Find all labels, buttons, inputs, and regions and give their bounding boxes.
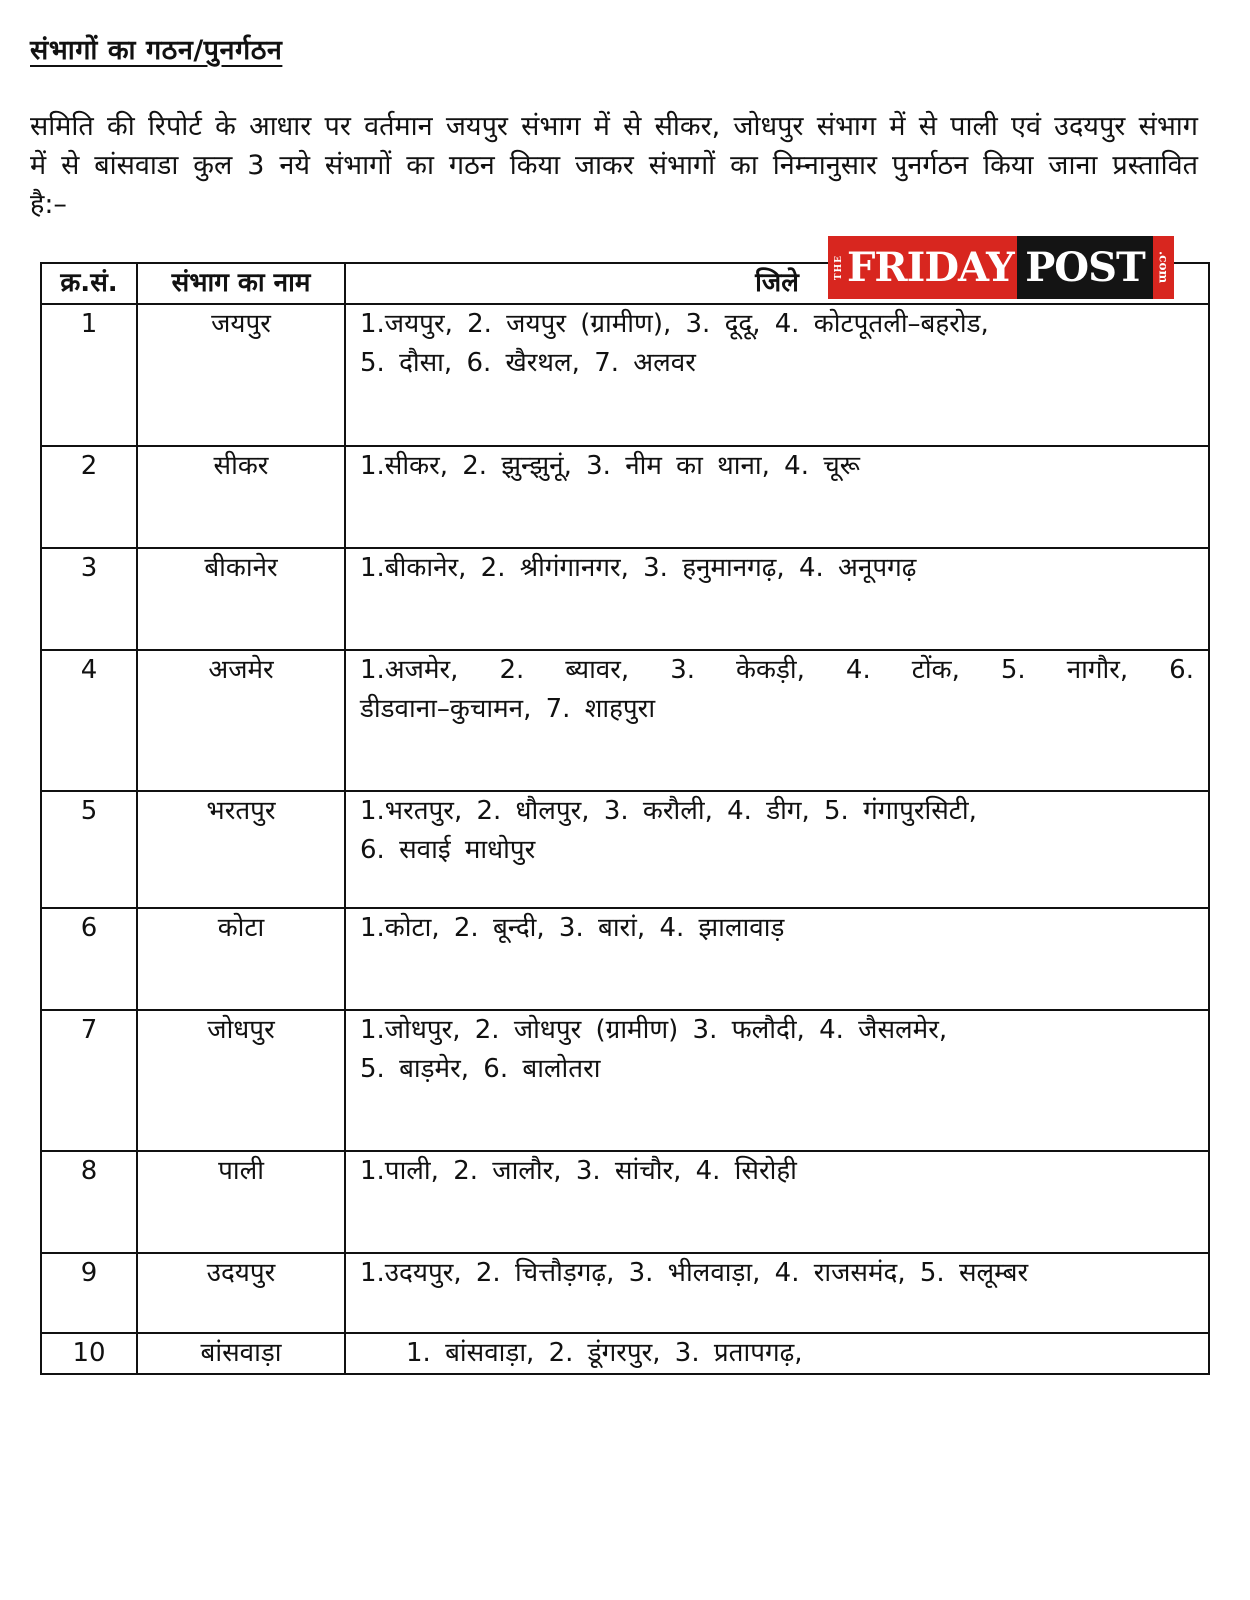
intro-paragraph: समिति की रिपोर्ट के आधार पर वर्तमान जयपुर संभाग में से सीकर, जोधपुर संभाग में से पाली एवं उदयपुर संभाग में से बांसवाडा कुल 3 नये संभागों का गठन किया जाकर संभागों का निम्नानुसार पुनर्गठन किया जाना प्रस्तावित है:– xyxy=(30,111,1198,220)
district-list xyxy=(345,1333,1209,1374)
friday-post-logo xyxy=(828,236,1174,299)
district-line: 1.बीकानेर, 2. श्रीगंगानगर, 3. हनुमानगढ़, 4. अनूपगढ़ xyxy=(360,553,917,583)
district-line: 1.अजमेर, 2. ब्यावर, 3. केकड़ी, 4. टोंक, 5. नागौर, 6. xyxy=(360,655,1194,685)
division-name: उदयपुर xyxy=(137,1253,345,1333)
district-line: 5. बाड़मेर, 6. बालोतरा xyxy=(360,1054,601,1084)
table-row xyxy=(41,791,1209,908)
district-line: 1.जयपुर, 2. जयपुर (ग्रामीण), 3. दूदू, 4. कोटपूतली–बहरोड, xyxy=(360,309,989,339)
district-line: 1. बांसवाड़ा, 2. डूंगरपुर, 3. प्रतापगढ़, xyxy=(406,1338,803,1368)
district-line: 1.जोधपुर, 2. जोधपुर (ग्रामीण) 3. फलौदी, 4. जैसलमेर, xyxy=(360,1015,948,1045)
row-number: 4 xyxy=(41,650,137,791)
table-row xyxy=(41,548,1209,650)
division-name: बांसवाड़ा xyxy=(137,1333,345,1374)
table-row xyxy=(41,1010,1209,1151)
divisions-table xyxy=(40,262,1210,1375)
logo-red-block xyxy=(828,236,1017,299)
row-number: 7 xyxy=(41,1010,137,1151)
district-line: 1.पाली, 2. जालौर, 3. सांचौर, 4. सिरोही xyxy=(360,1156,797,1186)
division-name: पाली xyxy=(137,1151,345,1253)
district-list xyxy=(345,1253,1209,1333)
table-row xyxy=(41,908,1209,1010)
district-line: 6. सवाई माधोपुर xyxy=(360,835,536,865)
row-number: 1 xyxy=(41,304,137,446)
row-number: 6 xyxy=(41,908,137,1010)
division-name: जयपुर xyxy=(137,304,345,446)
district-list xyxy=(345,1151,1209,1253)
district-list xyxy=(345,908,1209,1010)
header-districts: जिले xyxy=(345,263,1209,304)
table-row xyxy=(41,1333,1209,1374)
logo-the-text: THE xyxy=(834,254,844,281)
row-number: 3 xyxy=(41,548,137,650)
table-row xyxy=(41,1253,1209,1333)
table-row xyxy=(41,446,1209,548)
division-name: अजमेर xyxy=(137,650,345,791)
page-heading: संभागों का गठन/पुनर्गठन xyxy=(30,35,283,66)
header-serial-number: क्र.सं. xyxy=(41,263,137,304)
district-list xyxy=(345,1010,1209,1151)
header-division-name: संभाग का नाम xyxy=(137,263,345,304)
district-list xyxy=(345,446,1209,548)
district-line: 1.कोटा, 2. बून्दी, 3. बारां, 4. झालावाड़ xyxy=(360,913,785,943)
division-name: कोटा xyxy=(137,908,345,1010)
division-name: सीकर xyxy=(137,446,345,548)
district-line: 1.उदयपुर, 2. चित्तौड़गढ़, 3. भीलवाड़ा, 4. राजसमंद, 5. सलूम्बर xyxy=(360,1258,1029,1288)
row-number: 2 xyxy=(41,446,137,548)
row-number: 9 xyxy=(41,1253,137,1333)
division-name: भरतपुर xyxy=(137,791,345,908)
logo-com-text: .com xyxy=(1153,236,1174,299)
district-line: 1.भरतपुर, 2. धौलपुर, 3. करौली, 4. डीग, 5. गंगापुरसिटी, xyxy=(360,796,977,826)
division-name: जोधपुर xyxy=(137,1010,345,1151)
row-number: 10 xyxy=(41,1333,137,1374)
logo-post-text: POST xyxy=(1017,236,1153,299)
district-line: 1.सीकर, 2. झुन्झुनूं, 3. नीम का थाना, 4. चूरू xyxy=(360,451,860,481)
row-number: 8 xyxy=(41,1151,137,1253)
table-row xyxy=(41,304,1209,446)
district-line: 5. दौसा, 6. खैरथल, 7. अलवर xyxy=(360,348,696,378)
table-row xyxy=(41,650,1209,791)
division-name: बीकानेर xyxy=(137,548,345,650)
district-list xyxy=(345,650,1209,791)
logo-friday-text: FRIDAY xyxy=(847,244,1014,291)
district-list xyxy=(345,791,1209,908)
district-list xyxy=(345,304,1209,446)
district-line: डीडवाना–कुचामन, 7. शाहपुरा xyxy=(360,694,656,724)
row-number: 5 xyxy=(41,791,137,908)
table-row xyxy=(41,1151,1209,1253)
district-list xyxy=(345,548,1209,650)
